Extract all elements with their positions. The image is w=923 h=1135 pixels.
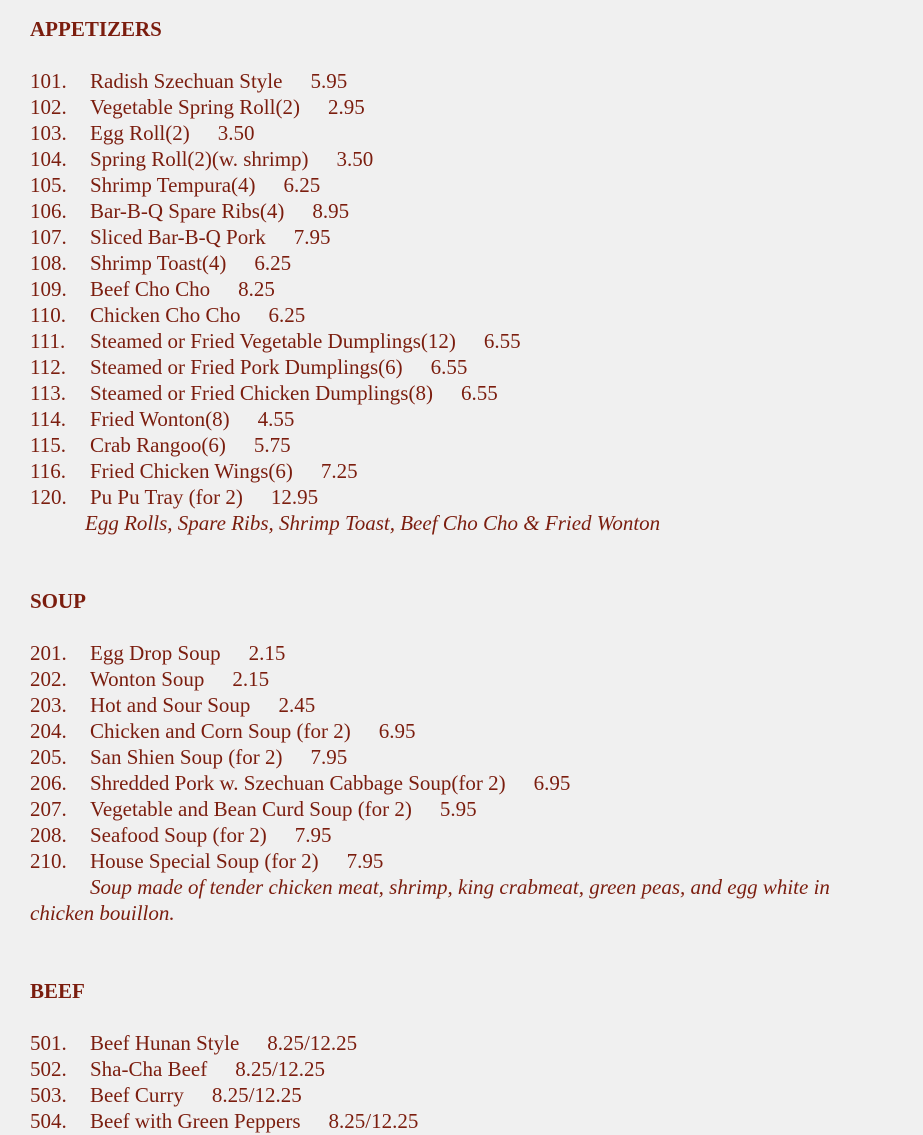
item-price: 8.25/12.25	[328, 1109, 419, 1133]
menu-item	[30, 68, 923, 94]
item-price: 7.95	[346, 849, 384, 873]
menu-item	[30, 198, 923, 224]
item-list	[30, 640, 923, 874]
menu-item	[30, 1056, 923, 1082]
item-price: 6.55	[430, 355, 468, 379]
item-name: Radish Szechuan Style	[90, 69, 283, 93]
item-price: 8.25/12.25	[211, 1083, 302, 1107]
item-name: Steamed or Fried Pork Dumplings(6)	[90, 355, 403, 379]
menu-item	[30, 94, 923, 120]
item-number: 210.	[30, 849, 67, 873]
item-number: 201.	[30, 641, 67, 665]
item-number: 120.	[30, 485, 67, 509]
menu-item	[30, 406, 923, 432]
item-name: Wonton Soup	[90, 667, 205, 691]
item-price: 6.25	[254, 251, 292, 275]
menu-item	[30, 432, 923, 458]
item-price: 2.15	[232, 667, 270, 691]
item-price: 8.25	[238, 277, 275, 301]
item-price: 3.50	[217, 121, 255, 145]
item-name: Spring Roll(2)(w. shrimp)	[90, 147, 309, 171]
item-name: San Shien Soup (for 2)	[90, 745, 283, 769]
item-price: 6.25	[283, 173, 321, 197]
item-price: 7.95	[294, 823, 332, 847]
item-list	[30, 1030, 923, 1134]
item-name: Shrimp Tempura(4)	[90, 173, 256, 197]
item-number: 102.	[30, 95, 67, 119]
item-price: 6.95	[533, 771, 571, 795]
section-title: APPETIZERS	[30, 17, 162, 41]
item-number: 204.	[30, 719, 67, 743]
item-number: 112.	[30, 355, 66, 379]
menu-item	[30, 666, 923, 692]
menu-item	[30, 276, 923, 302]
item-number: 113.	[30, 381, 66, 405]
menu-item	[30, 718, 923, 744]
item-number: 106.	[30, 199, 67, 223]
menu-item	[30, 796, 923, 822]
item-number: 208.	[30, 823, 67, 847]
item-price: 5.95	[439, 797, 477, 821]
item-number: 504.	[30, 1109, 67, 1133]
item-price: 7.95	[310, 745, 348, 769]
item-price: 12.95	[270, 485, 319, 509]
item-name: Pu Pu Tray (for 2)	[90, 485, 243, 509]
menu-item	[30, 302, 923, 328]
section-note: Egg Rolls, Spare Ribs, Shrimp Toast, Beef Cho Cho & Fried Wonton	[85, 511, 661, 535]
item-name: Fried Chicken Wings(6)	[90, 459, 293, 483]
item-name: Sha-Cha Beef	[90, 1057, 208, 1081]
item-name: Seafood Soup (for 2)	[90, 823, 267, 847]
item-number: 203.	[30, 693, 67, 717]
item-name: Shredded Pork w. Szechuan Cabbage Soup(for 2)	[90, 771, 506, 795]
item-name: Beef Curry	[90, 1083, 184, 1107]
item-number: 115.	[30, 433, 66, 457]
item-price: 6.55	[483, 329, 521, 353]
item-number: 206.	[30, 771, 67, 795]
section-note: Soup made of tender chicken meat, shrimp, king crabmeat, green peas, and egg white in chicken bouillon.	[30, 875, 830, 925]
section-appetizers	[30, 16, 923, 536]
item-name: Vegetable Spring Roll(2)	[90, 95, 300, 119]
menu-item	[30, 822, 923, 848]
item-price: 2.15	[248, 641, 286, 665]
menu-item	[30, 328, 923, 354]
item-list	[30, 68, 923, 510]
item-name: Egg Drop Soup	[90, 641, 221, 665]
item-name: Egg Roll(2)	[90, 121, 190, 145]
item-price: 8.95	[312, 199, 350, 223]
menu-item	[30, 354, 923, 380]
item-name: Bar-B-Q Spare Ribs(4)	[90, 199, 285, 223]
menu-item	[30, 692, 923, 718]
item-price: 4.55	[257, 407, 295, 431]
item-number: 107.	[30, 225, 67, 249]
item-name: Shrimp Toast(4)	[90, 251, 227, 275]
menu-item	[30, 250, 923, 276]
item-name: Sliced Bar-B-Q Pork	[90, 225, 266, 249]
menu-item	[30, 1082, 923, 1108]
menu-item	[30, 172, 923, 198]
section-soup	[30, 588, 923, 926]
item-name: House Special Soup (for 2)	[90, 849, 319, 873]
item-price: 7.95	[293, 225, 331, 249]
menu-item	[30, 146, 923, 172]
item-name: Crab Rangoo(6)	[90, 433, 226, 457]
item-number: 501.	[30, 1031, 67, 1055]
item-number: 202.	[30, 667, 67, 691]
item-name: Beef Hunan Style	[90, 1031, 240, 1055]
menu-item	[30, 848, 923, 874]
item-price: 2.45	[278, 693, 316, 717]
item-price: 8.25/12.25	[235, 1057, 326, 1081]
menu-item	[30, 120, 923, 146]
item-price: 6.95	[378, 719, 416, 743]
item-price: 6.25	[268, 303, 306, 327]
item-price: 3.50	[336, 147, 374, 171]
item-name: Hot and Sour Soup	[90, 693, 251, 717]
item-name: Vegetable and Bean Curd Soup (for 2)	[90, 797, 412, 821]
menu-item	[30, 484, 923, 510]
item-price: 5.95	[310, 69, 348, 93]
item-number: 116.	[30, 459, 66, 483]
item-number: 108.	[30, 251, 67, 275]
item-price: 5.75	[253, 433, 291, 457]
menu-item	[30, 1108, 923, 1134]
item-number: 205.	[30, 745, 67, 769]
item-number: 111.	[30, 329, 66, 353]
item-number: 110.	[30, 303, 66, 327]
item-name: Steamed or Fried Chicken Dumplings(8)	[90, 381, 433, 405]
menu-item	[30, 380, 923, 406]
menu-item	[30, 224, 923, 250]
item-number: 101.	[30, 69, 67, 93]
section-beef	[30, 978, 923, 1134]
menu-item	[30, 458, 923, 484]
menu-item	[30, 640, 923, 666]
section-title: BEEF	[30, 979, 85, 1003]
menu-item	[30, 744, 923, 770]
item-number: 104.	[30, 147, 67, 171]
item-number: 502.	[30, 1057, 67, 1081]
item-price: 2.95	[327, 95, 365, 119]
item-name: Fried Wonton(8)	[90, 407, 230, 431]
menu-item	[30, 1030, 923, 1056]
section-title: SOUP	[30, 589, 87, 613]
menu-item	[30, 770, 923, 796]
item-name: Beef with Green Peppers	[90, 1109, 301, 1133]
item-name: Chicken Cho Cho	[90, 303, 241, 327]
item-number: 503.	[30, 1083, 67, 1107]
item-price: 6.55	[460, 381, 498, 405]
item-name: Steamed or Fried Vegetable Dumplings(12)	[90, 329, 456, 353]
item-number: 105.	[30, 173, 67, 197]
item-number: 109.	[30, 277, 67, 301]
item-number: 103.	[30, 121, 67, 145]
item-name: Beef Cho Cho	[90, 277, 211, 301]
item-price: 8.25/12.25	[267, 1031, 358, 1055]
item-name: Chicken and Corn Soup (for 2)	[90, 719, 351, 743]
item-number: 114.	[30, 407, 66, 431]
item-price: 7.25	[320, 459, 358, 483]
item-number: 207.	[30, 797, 67, 821]
